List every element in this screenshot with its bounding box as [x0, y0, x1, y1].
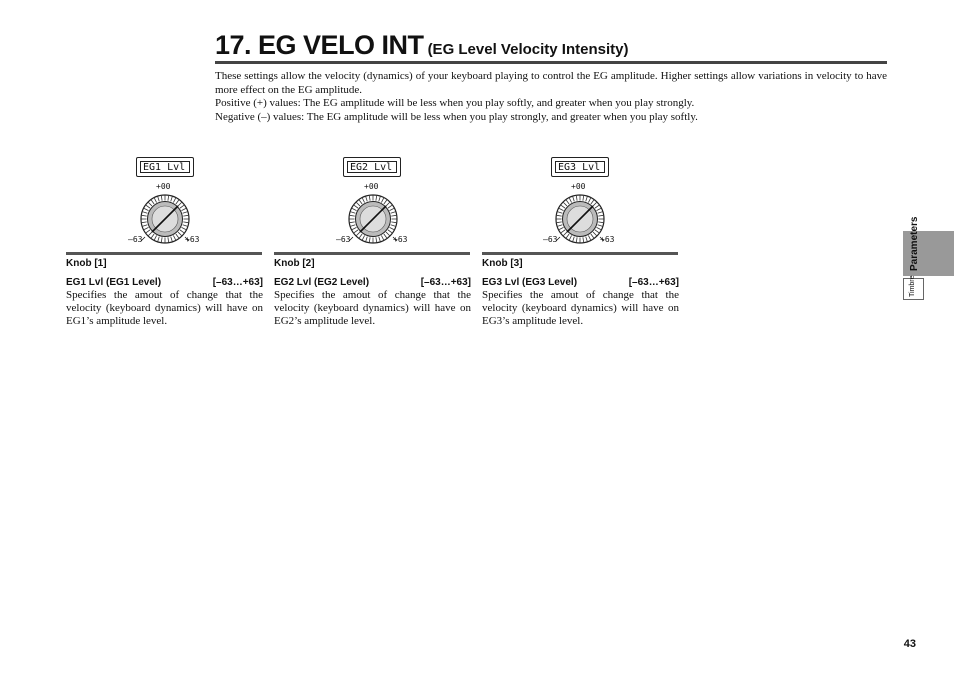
param-description: Specifies the amout of change that the velocity (keyboard dynamics) will have on EG2’s amplitude level.: [274, 289, 471, 327]
intro-paragraph-3: Negative (–) values: The EG amplitude will be less when you play strongly, and greater when you play softly.: [215, 110, 698, 123]
column-rule: [66, 252, 262, 255]
lcd-text: EG2 Lvl: [347, 161, 397, 173]
param-row: [66, 276, 263, 289]
param-description: Specifies the amout of change that the velocity (keyboard dynamics) will have on EG1’s amplitude level.: [66, 289, 263, 327]
knob-title: Knob [3]: [482, 258, 523, 269]
knob-top-label: +00: [156, 182, 171, 191]
page-number: 43: [903, 638, 916, 650]
column-rule: [482, 252, 678, 255]
knob-max-label: +63: [393, 235, 408, 244]
page-title: [215, 30, 887, 60]
param-row: [274, 276, 471, 289]
knob-3-section: [482, 257, 679, 328]
title-sub: (EG Level Velocity Intensity): [427, 41, 629, 58]
intro-paragraph-1: These settings allow the velocity (dynamics) of your keyboard playing to control the EG amplitude. Higher settings allow variations in velocity to have more effect on the EG amplitude.: [215, 70, 887, 96]
side-tab-sub-label: Timbre: [909, 275, 916, 297]
lcd-display-eg1: [136, 157, 194, 177]
knob-top-label: +00: [364, 182, 379, 191]
knob-max-label: +63: [600, 235, 615, 244]
param-description: Specifies the amout of change that the velocity (keyboard dynamics) will have on EG3’s amplitude level.: [482, 289, 679, 327]
knob-max-label: +63: [185, 235, 200, 244]
lcd-text: EG3 Lvl: [555, 161, 605, 173]
knob-1-section: [66, 257, 263, 328]
knob-title: Knob [1]: [66, 258, 107, 269]
param-name: EG1 Lvl (EG1 Level): [66, 277, 162, 288]
side-tab-timbre: [903, 275, 924, 300]
knob-title: Knob [2]: [274, 258, 315, 269]
param-name: EG3 Lvl (EG3 Level): [482, 277, 578, 288]
knob-min-label: –63: [543, 235, 558, 244]
param-name: EG2 Lvl (EG2 Level): [274, 277, 370, 288]
knob-min-label: –63: [128, 235, 143, 244]
knob-min-label: –63: [336, 235, 351, 244]
side-tab-label: Parameters: [909, 216, 920, 271]
title-main: 17. EG VELO INT: [215, 30, 424, 60]
intro-paragraph-2: Positive (+) values: The EG amplitude will be less when you play softly, and greater when you play strongly.: [215, 97, 695, 109]
param-range: [–63…+63]: [420, 277, 471, 288]
param-range: [–63…+63]: [212, 277, 263, 288]
title-rule: [215, 61, 887, 64]
intro-text: [215, 70, 887, 124]
lcd-text: EG1 Lvl: [140, 161, 190, 173]
param-row: [482, 276, 679, 289]
param-range: [–63…+63]: [628, 277, 679, 288]
side-tab-parameters: [903, 216, 954, 276]
lcd-display-eg3: [551, 157, 609, 177]
knob-1-icon: [138, 192, 192, 246]
lcd-display-eg2: [343, 157, 401, 177]
knob-top-label: +00: [571, 182, 586, 191]
knob-2-section: [274, 257, 471, 328]
knob-2-icon: [346, 192, 400, 246]
column-rule: [274, 252, 470, 255]
knob-3-icon: [553, 192, 607, 246]
